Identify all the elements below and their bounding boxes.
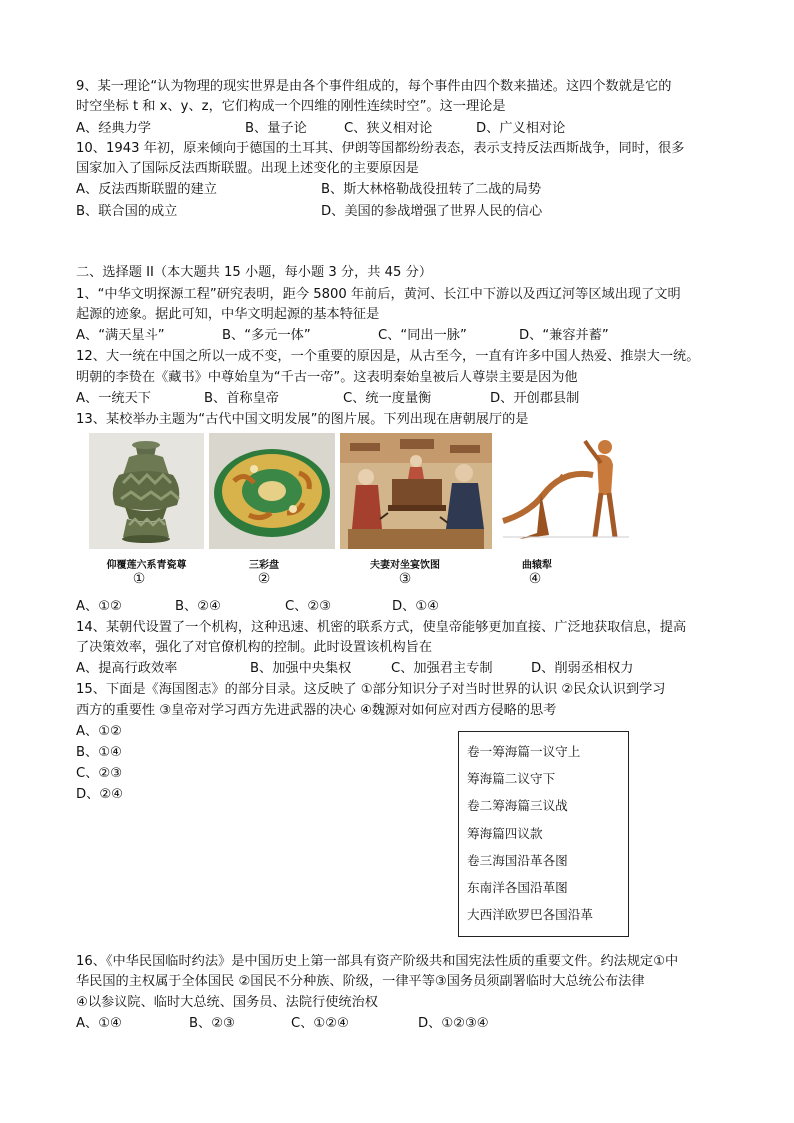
toc-entry: 卷一筹海篇一议守上 — [467, 744, 581, 759]
toc-entry: 筹海篇四议款 — [467, 825, 543, 841]
q16-option-d: D、①②③④ — [418, 1016, 489, 1031]
q14-stem-line1: 14、某朝代设置了一个机构，这种迅速、机密的联系方式，使皇帝能够更加直接、广泛地获取信息，提高 — [76, 620, 687, 635]
q10-option-c: B、联合国的成立 — [76, 204, 178, 219]
toc-entry: 卷三海国沿革各图 — [467, 852, 568, 868]
q15-stem-line1: 15、下面是《海国图志》的部分目录。这反映了 ①部分知识分子对当时世界的认识 ②民众认识到学习 — [76, 682, 666, 697]
image-4-caption: 曲辕犁 — [522, 560, 552, 571]
q11-option-a: A、“满天星斗” — [76, 328, 165, 343]
q16-stem-line1: 16、《中华民国临时约法》是中国历史上第一部具有资产阶级共和国宪法性质的重要文件。约法规定①中 — [76, 954, 679, 969]
q11-stem-line1: 1、“中华文明探源工程”研究表明，距今 5800 年前后，黄河、长江中下游以及西辽河等区域出现了文明 — [76, 287, 681, 302]
image-3-number: ③ — [398, 571, 412, 587]
q13-option-d: D、①④ — [392, 599, 439, 614]
q14-option-c: C、加强君主专制 — [391, 661, 493, 676]
q15-option-d: D、②④ — [76, 787, 123, 802]
q13-option-c: C、②③ — [285, 599, 332, 614]
q12-option-c: C、统一度量衡 — [343, 391, 432, 406]
q9-option-a: A、经典力学 — [76, 121, 151, 136]
q9-option-c: C、狭义相对论 — [344, 121, 433, 136]
q10-option-a: A、反法西斯联盟的建立 — [76, 182, 217, 197]
banquet-mural-image — [340, 433, 492, 549]
q12-option-d: D、开创郡县制 — [490, 391, 580, 406]
q16-stem-line3: ④以参议院、临时大总统、国务员、法院行使统治权 — [76, 995, 378, 1010]
q14-option-d: D、削弱丞相权力 — [531, 661, 634, 676]
toc-entry: 卷二筹海篇三议战 — [467, 798, 568, 814]
q14-option-a: A、提高行政效率 — [76, 661, 178, 676]
image-2-caption: 三彩盘 — [249, 560, 279, 571]
curved-plough-image — [497, 433, 632, 549]
q9-stem-line2: 时空坐标 t 和 x、y、z，它们构成一个四维的刚性连续时空”。这一理论是 — [76, 99, 506, 114]
q10-option-d: D、美国的参战增强了世界人民的信心 — [321, 204, 543, 219]
image-4-number: ④ — [528, 571, 542, 587]
toc-entry: 大西洋欧罗巴各国沿革 — [467, 907, 593, 923]
q10-stem-line1: 10、1943 年初，原来倾向于德国的土耳其、伊朗等国都纷纷表态，表示支持反法西斯战争，同时，很多 — [76, 141, 685, 156]
toc-entry: 筹海篇二议守下 — [467, 771, 556, 787]
q13-option-a: A、①② — [76, 599, 122, 614]
q13-stem: 13、某校举办主题为“古代中国文明发展”的图片展。下列出现在唐朝展厅的是 — [76, 412, 529, 427]
haiguo-tuzhi-toc-box — [458, 731, 629, 937]
q12-option-b: B、首称皇帝 — [204, 391, 279, 406]
q12-option-a: A、一统天下 — [76, 391, 151, 406]
q9-option-d: D、广义相对论 — [476, 121, 566, 136]
q14-stem-line2: 了决策效率，强化了对官僚机构的控制。此时设置该机构旨在 — [76, 640, 433, 655]
toc-entry: 东南洋各国沿革图 — [467, 880, 568, 896]
image-3-caption: 夫妻对坐宴饮图 — [370, 560, 440, 571]
sancai-plate-image — [209, 433, 335, 549]
image-1-number: ① — [132, 571, 146, 587]
q11-option-c: C、“同出一脉” — [378, 328, 467, 343]
q11-stem-line2: 起源的迹象。据此可知，中华文明起源的基本特征是 — [76, 307, 380, 322]
q13-option-b: B、②④ — [175, 599, 221, 614]
q10-option-b: B、斯大林格勒战役扭转了二战的局势 — [321, 182, 542, 197]
q9-option-b: B、量子论 — [245, 121, 307, 136]
q16-stem-line2: 华民国的主权属于全体国民 ②国民不分种族、阶级，一律平等③国务员须副署临时大总统公布法律 — [76, 974, 645, 989]
section-2-heading: 二、选择题 II（本大题共 15 小题，每小题 3 分，共 45 分） — [76, 265, 433, 280]
image-1-caption: 仰覆莲六系青瓷尊 — [106, 560, 187, 571]
q15-option-b: B、①④ — [76, 745, 122, 760]
q15-stem-line2: 西方的重要性 ③皇帝对学习西方先进武器的决心 ④魏源对如何应对西方侵略的思考 — [76, 703, 557, 718]
q9-stem-line1: 9、某一理论“认为物理的现实世界是由各个事件组成的，每个事件由四个数来描述。这四个数就是它的 — [76, 79, 672, 94]
q11-option-d: D、“兼容并蓄” — [519, 328, 609, 343]
q16-option-a: A、①④ — [76, 1016, 122, 1031]
celadon-zun-image — [89, 433, 204, 549]
q16-option-c: C、①②④ — [291, 1016, 349, 1031]
q15-option-a: A、①② — [76, 724, 122, 739]
q10-stem-line2: 国家加入了国际反法西斯联盟。出现上述变化的主要原因是 — [76, 161, 419, 176]
q12-stem-line2: 明朝的李贽在《藏书》中尊始皇为“千古一帝”。这表明秦始皇被后人尊崇主要是因为他 — [76, 370, 578, 385]
image-2-number: ② — [257, 571, 271, 587]
q14-option-b: B、加强中央集权 — [250, 661, 352, 676]
q15-option-c: C、②③ — [76, 766, 123, 781]
q16-option-b: B、②③ — [189, 1016, 235, 1031]
q11-option-b: B、“多元一体” — [222, 328, 311, 343]
q12-stem-line1: 12、大一统在中国之所以一成不变，一个重要的原因是，从古至今，一直有许多中国人热爱、推崇大一统。 — [76, 349, 700, 364]
